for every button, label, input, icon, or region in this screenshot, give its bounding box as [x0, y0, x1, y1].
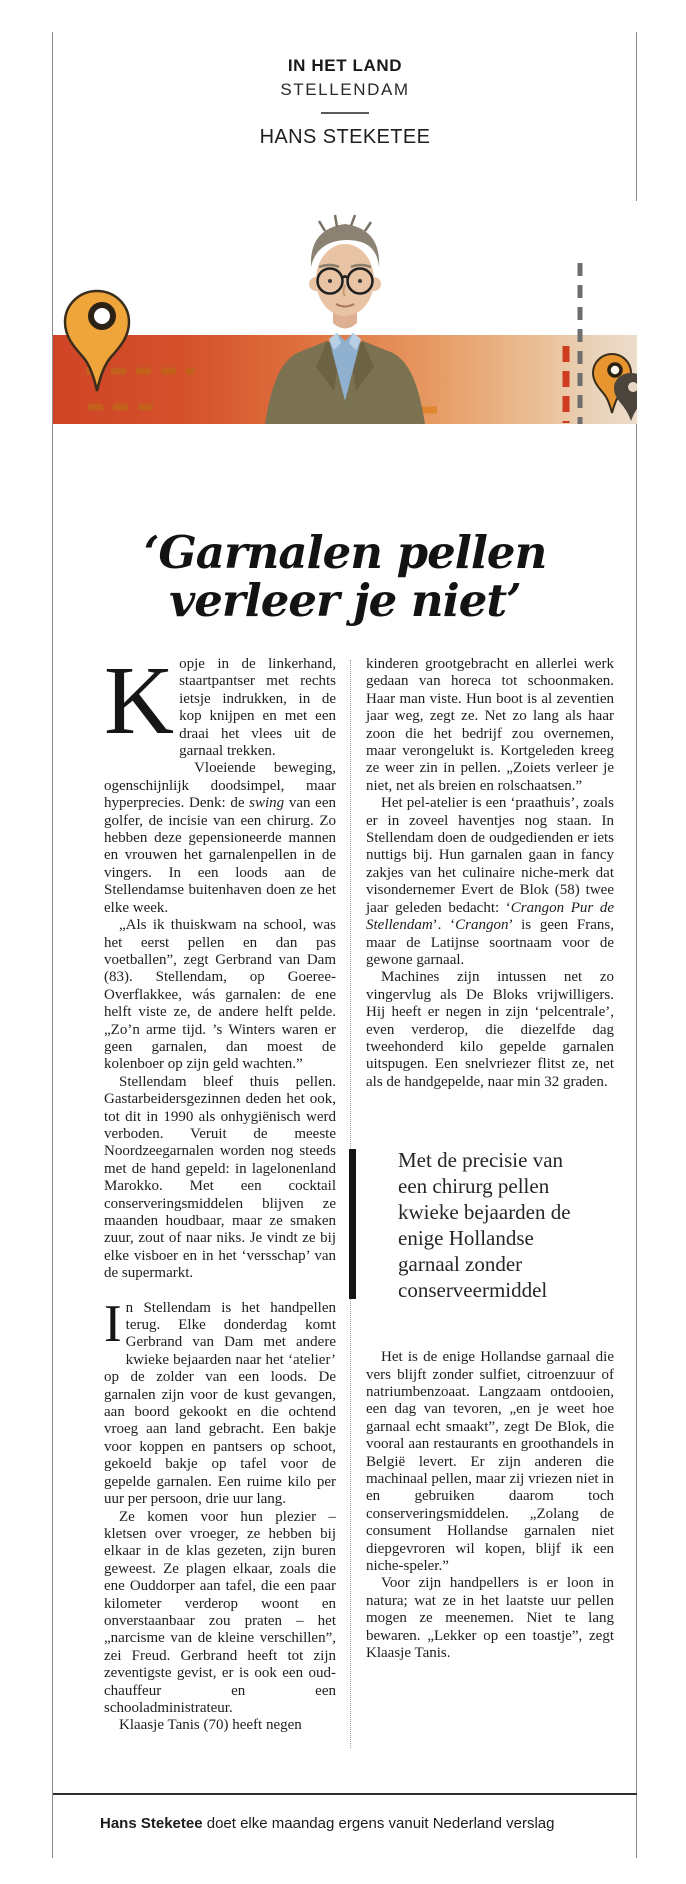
- body-text: „Als ik thuiskwam na school, was het eerst pellen en dan pas voetballen”, zegt Gerbrand van Dam (83). Stellendam, op Goeree-Overflakkee, wás garnalen: de ene helft viste ze, de andere helft pelde. „Zo’n arme tijd. ’s Winters waren er geen garnalen, dan moest de kolenboer op zijn geld wachten.”: [104, 917, 336, 1073]
- article-paragraph: [104, 1074, 336, 1283]
- footer-divider-rule: [53, 1793, 637, 1795]
- article-paragraph: [366, 1349, 614, 1575]
- body-text: ’. ‘: [432, 917, 456, 934]
- article-column-right-top: [366, 656, 614, 1091]
- footer-note: [100, 1815, 620, 1832]
- italic-text: swing: [249, 795, 285, 812]
- author-name: HANS STEKETEE: [259, 126, 431, 148]
- section-kicker: IN HET LAND: [287, 56, 403, 75]
- body-text: Stellendam bleef thuis pellen. Gastarbeidersgezinnen deden het ook, tot dit in 1990 als onhygiënisch werd verboden. Veruit de meeste Noordzeegarnalen worden nog steeds met de hand gepeld: in lagelonenland Marokko. Met een cocktail conserveringsmiddelen blijven ze maanden houdbaar, maar ze smaken zuur, zout of naar niks. Je vindt ze bij elke visboer en in het ‘versschap’ van de supermarkt.: [104, 1073, 336, 1282]
- body-text: Het pel-atelier is een ‘praathuis’, zoals er in zoveel haventjes nog staan. In Stellendam doen de oudgedienden er iets nuttigs bij. Hun garnalen gaan in fancy zakjes van het culinaire niche-merk dat visondernemer Evert de Blok (58) twee jaar geleden bedacht: ‘: [366, 795, 614, 916]
- body-text: ’ is geen Frans, maar de Latijnse soortnaam voor de gewone garnaal.: [366, 917, 614, 968]
- body-text: Het is de enige Hollandse garnaal die vers blijft zonder sulfiet, citroenzuur of natriumbenzoaat. Langzaam ontdooien, een dag van tevoren, „en je weet hoe garnaal echt smaakt”, zegt De Blok, die vooral aan restaurants en groothandels in België levert. Er zijn anderen die machinaal pellen, maar zij vriezen niet in en gebruiken daarom toch conserveringsmiddelen. „Zolang de consument Hollandse garnalen niet diepgevroren wil kopen, blijf ik een niche-speler.”: [366, 1349, 614, 1575]
- body-text: n Stellendam is het handpellen terug. Elke donderdag komt Gerbrand van Dam met andere kwieke bejaarden naar het ‘atelier’ op de zolder van een loods. De garnalen zijn voor de kust gevangen, aan boord gekookt en die ochtend vroeg aan land gebracht. Een bakje voor koppen en pantsers op schoot, gekoeld bakje op tafel voor de gepelde garnalen. Een ruime kilo per uur per persoon, drie uur lang.: [104, 1299, 336, 1508]
- photo-illustration: [53, 201, 637, 424]
- article-paragraph: [366, 1575, 614, 1662]
- article-paragraph: [366, 795, 614, 969]
- article-header: [53, 56, 637, 149]
- article-paragraph: [104, 1717, 336, 1734]
- footer-author-name: Hans Steketee: [100, 1815, 203, 1832]
- article-paragraph: [104, 1294, 336, 1509]
- article-paragraph: [104, 917, 336, 1074]
- article-paragraph: [366, 656, 614, 795]
- drop-cap: I: [104, 1294, 119, 1353]
- body-text: Vloeiende beweging, ogenschijnlijk doodsimpel, maar hyperprecies. Denk: de: [104, 760, 336, 812]
- body-text: Voor zijn handpellers is er loon in natura; wat ze in het laatste uur pellen mogen ze meenemen. Niet te lang bewaren. „Lekker op een toastje”, zegt Klaasje Tanis.: [366, 1575, 614, 1662]
- dateline-location: STELLENDAM: [280, 80, 410, 99]
- pull-quote: [398, 1147, 590, 1303]
- footer-note-text: doet elke maandag ergens vanuit Nederland verslag: [202, 1815, 555, 1832]
- italic-text: Crangon: [455, 917, 509, 934]
- pull-quote-text: Met de precisie van een chirurg pellen kwieke bejaarden de enige Hollandse garnaal zonder conserveermiddel: [398, 1148, 571, 1303]
- italic-text: Crangon Pur de Stellendam: [366, 899, 615, 934]
- article-column-right: [366, 656, 614, 1662]
- header-divider-rule: [321, 112, 369, 114]
- drop-cap: K: [104, 647, 172, 754]
- pull-quote-bar: [349, 1149, 356, 1299]
- body-text: kinderen grootgebracht en allerlei werk gedaan van horeca tot schoonmaken. Haar man viste. Hun boot is al zeventien jaar weg, zegt ze. Net zo lang als haar zoon die het bedrijf zou overnemen, maar verongelukt is. Kortgeleden kreeg ze weer zin in pellen. „Zoiets verleer je niet, net als breien en rolschaatsen.”: [366, 656, 614, 794]
- article-column-left: [104, 647, 336, 1735]
- headline: [53, 526, 637, 628]
- photo-illustration-svg: [53, 201, 637, 424]
- body-text: opje in de linkerhand, staartpantser met rechts ietsje indrukken, in de kop knijpen en met een draai het vlees uit de garnaal trekken.: [179, 656, 336, 760]
- article-column-right-bottom: [366, 1349, 614, 1662]
- article-paragraph: [104, 647, 336, 760]
- article-paragraph: [104, 1509, 336, 1718]
- headline-line1: ‘Garnalen pellen: [143, 526, 547, 580]
- body-text: Machines zijn intussen net zo vingervlug als De Bloks vrijwilligers. Hij heeft er negen in zijn ‘pelcentrale’, even verderop, die diezelfde dag tweehonderd kilo gepelde garnalen uitspugen. Een snelvriezer flitst ze, net als de handgepelde, naar min 32 graden.: [366, 969, 614, 1090]
- article-paragraph: [366, 969, 614, 1091]
- body-text: Klaasje Tanis (70) heeft negen: [119, 1717, 302, 1734]
- body-text: Ze komen voor hun plezier – kletsen over vroeger, ze hebben bij elkaar in de klas gezeten, zijn buren geweest. Ze plagen elkaar, zoals die ene Ouddorper aan tafel, die een paar kilometer verderop woont en onverstaanbaar zou praten – het „narcisme van de kleine verschillen”, zei Freud. Gerbrand heeft tot zijn zeventigste gevist, er is ook een oud-chauffeur en een schooladministrateur.: [104, 1508, 336, 1716]
- body-text: van een golfer, de incisie van een chirurg. Zo hebben deze gepensioneerde mannen en vrouwen het garnalenpellen in de vingers. In een loods aan de Stellendamse buitenhaven doen ze het elke week.: [104, 795, 336, 916]
- article-paragraph: [104, 760, 336, 917]
- headline-line2: verleer je niet’: [169, 574, 521, 628]
